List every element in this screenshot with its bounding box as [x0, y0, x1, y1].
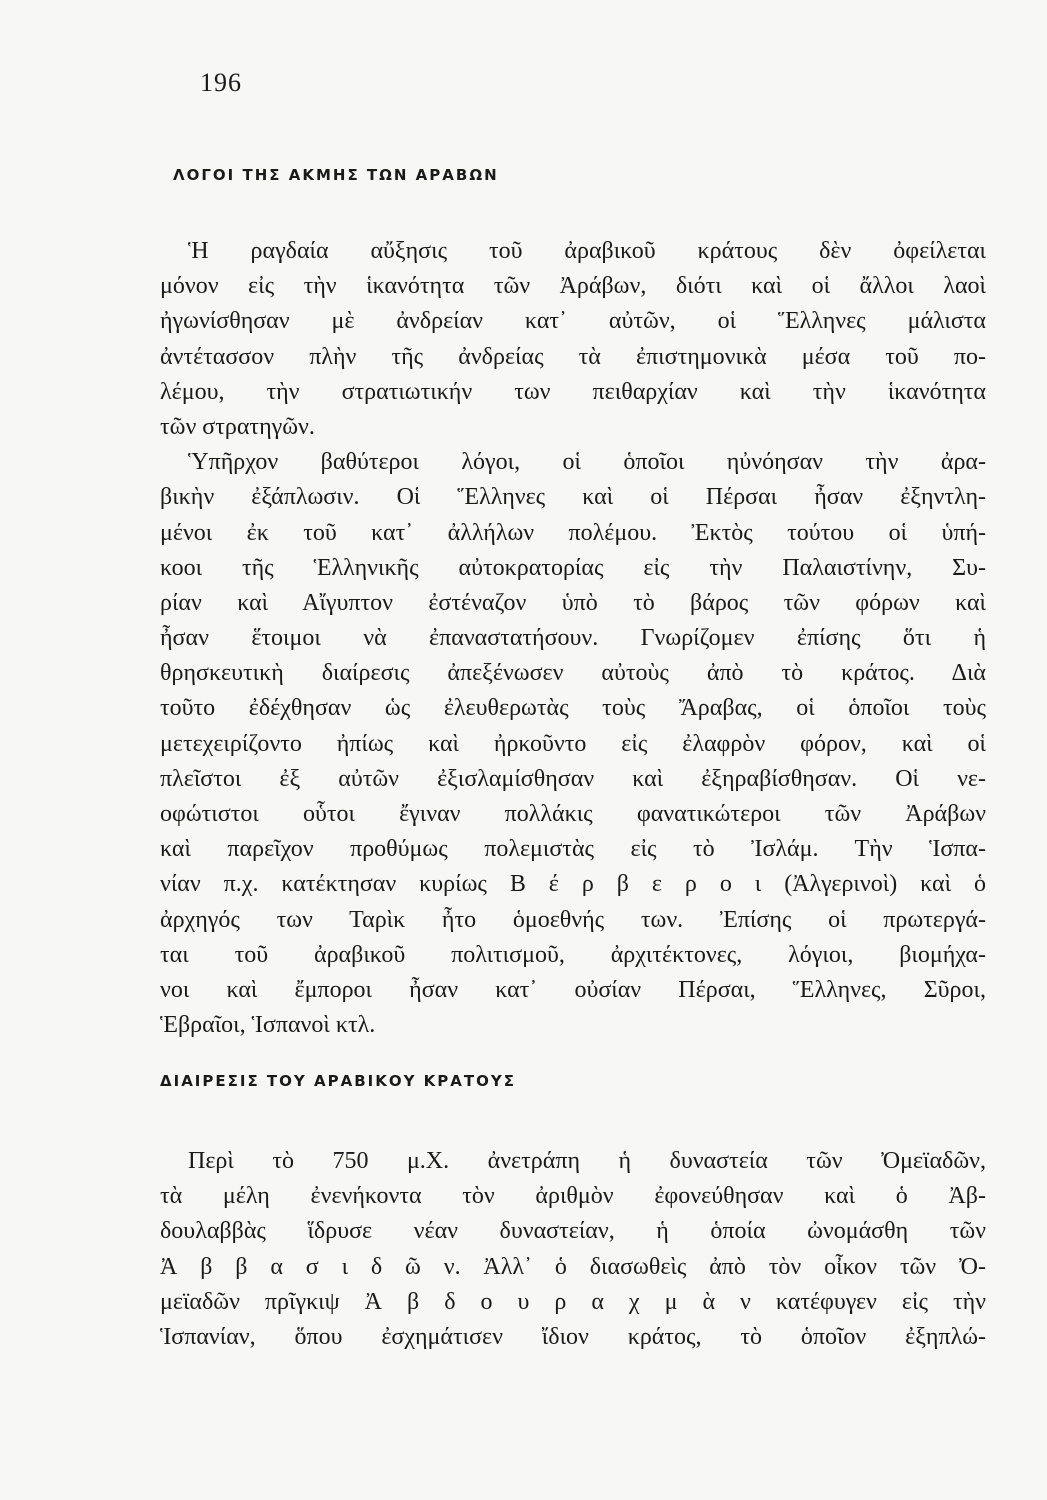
text-line: Ὑπῆρχον βαθύτεροι λόγοι, οἱ ὁποῖοι ηὐνόησαν τὴν ἀρα-: [188, 449, 986, 476]
text-line: Ἀ β β α σ ι δ ῶ ν. Ἀλλ᾽ ὁ διασωθεὶς ἀπὸ τὸν οἶκον τῶν Ὀ-: [160, 1253, 986, 1280]
text-line: Ἱσπανίαν, ὅπου ἐσχημάτισεν ἴδιον κράτος, τὸ ὁποῖον ἐξηπλώ-: [160, 1323, 986, 1350]
section-body-akmi: [160, 234, 986, 1043]
text-line: οφώτιστοι οὗτοι ἔγιναν πολλάκις φανατικώτεροι τῶν Ἀράβων: [160, 801, 986, 827]
section-body-diairesis: [160, 1144, 986, 1355]
section-heading-diairesis: ΔΙΑΙΡΕΣΙΣ ΤΟΥ ΑΡΑΒΙΚΟΥ ΚΡΑΤΟΥΣ: [160, 1072, 516, 1090]
page-number: 196: [200, 68, 242, 97]
text-line: ρίαν καὶ Αἴγυπτον ἐστέναζον ὑπὸ τὸ βάρος τῶν φόρων καὶ: [160, 589, 986, 616]
text-line: ἀρχηγός των Ταρὶκ ἦτο ὁμοεθνής των. Ἐπίσης οἱ πρωτεργά-: [160, 906, 986, 933]
text-line: καὶ παρεῖχον προθύμως πολεμιστὰς εἰς τὸ Ἰσλάμ. Τὴν Ἱσπα-: [160, 836, 986, 863]
text-line: μεϊαδῶν πρῖγκιψ Ἀ β δ ο υ ρ α χ μ ὰ ν κατέφυγεν εἰς τὴν: [160, 1288, 986, 1315]
text-line: βικὴν ἐξάπλωσιν. Οἱ Ἕλληνες καὶ οἱ Πέρσαι ἦσαν ἐξηντλη-: [160, 484, 986, 511]
text-line: νοι καὶ ἔμποροι ἦσαν κατ᾽ οὐσίαν Πέρσαι, Ἕλληνες, Σῦροι,: [160, 976, 986, 1003]
text-line: ἦσαν ἕτοιμοι νὰ ἐπαναστατήσουν. Γνωρίζομεν ἐπίσης ὅτι ἡ: [160, 625, 986, 652]
text-line: ἠγωνίσθησαν μὲ ἀνδρείαν κατ᾽ αὐτῶν, οἱ Ἕλληνες μάλιστα: [160, 308, 986, 335]
text-line: μένοι ἐκ τοῦ κατ᾽ ἀλλήλων πολέμου. Ἐκτὸς τούτου οἱ ὑπή-: [160, 519, 986, 546]
text-line: τοῦτο ἐδέχθησαν ὡς ἐλευθερωτὰς τοὺς Ἄραβας, οἱ ὁποῖοι τοὺς: [160, 695, 986, 722]
section-heading-akmi: ΛΟΓΟΙ ΤΗΣ ΑΚΜΗΣ ΤΩΝ ΑΡΑΒΩΝ: [173, 166, 499, 184]
text-line: ται τοῦ ἀραβικοῦ πολιτισμοῦ, ἀρχιτέκτονες, λόγιοι, βιομήχα-: [160, 941, 986, 968]
text-line: μετεχειρίζοντο ἠπίως καὶ ἠρκοῦντο εἰς ἐλαφρὸν φόρον, καὶ οἱ: [160, 730, 986, 757]
text-line: Ἡ ραγδαία αὔξησις τοῦ ἀραβικοῦ κράτους δὲν ὀφείλεται: [188, 238, 986, 264]
text-line: Ἑβραῖοι, Ἱσπανοὶ κτλ.: [160, 1012, 376, 1039]
text-line: θρησκευτικὴ διαίρεσις ἀπεξένωσεν αὐτοὺς ἀπὸ τὸ κράτος. Διὰ: [160, 660, 986, 687]
text-line: λέμου, τὴν στρατιωτικήν των πειθαρχίαν καὶ τὴν ἱκανότητα: [160, 378, 986, 405]
text-line: Περὶ τὸ 750 μ.Χ. ἀνετράπη ἡ δυναστεία τῶν Ὀμεϊαδῶν,: [188, 1148, 986, 1174]
text-line: πλεῖστοι ἐξ αὐτῶν ἐξισλαμίσθησαν καὶ ἐξηραβίσθησαν. Οἱ νε-: [160, 765, 986, 792]
text-line: τὰ μέλη ἐνενήκοντα τὸν ἀριθμὸν ἐφονεύθησαν καὶ ὁ Ἀβ-: [160, 1183, 986, 1210]
text-line: δουλαββὰς ἵδρυσε νέαν δυναστείαν, ἡ ὁποία ὠνομάσθη τῶν: [160, 1218, 986, 1245]
text-line: τῶν στρατηγῶν.: [160, 413, 315, 440]
text-line: κοοι τῆς Ἑλληνικῆς αὐτοκρατορίας εἰς τὴν Παλαιστίνην, Συ-: [160, 554, 986, 581]
text-line: ἀντέτασσον πλὴν τῆς ἀνδρείας τὰ ἐπιστημονικὰ μέσα τοῦ πο-: [160, 343, 986, 370]
text-line: νίαν π.χ. κατέκτησαν κυρίως Β έ ρ β ε ρ ο ι (Ἀλγερινοὶ) καὶ ὁ: [160, 871, 986, 898]
text-line: μόνον εἰς τὴν ἱκανότητα τῶν Ἀράβων, διότι καὶ οἱ ἄλλοι λαοὶ: [160, 273, 986, 300]
